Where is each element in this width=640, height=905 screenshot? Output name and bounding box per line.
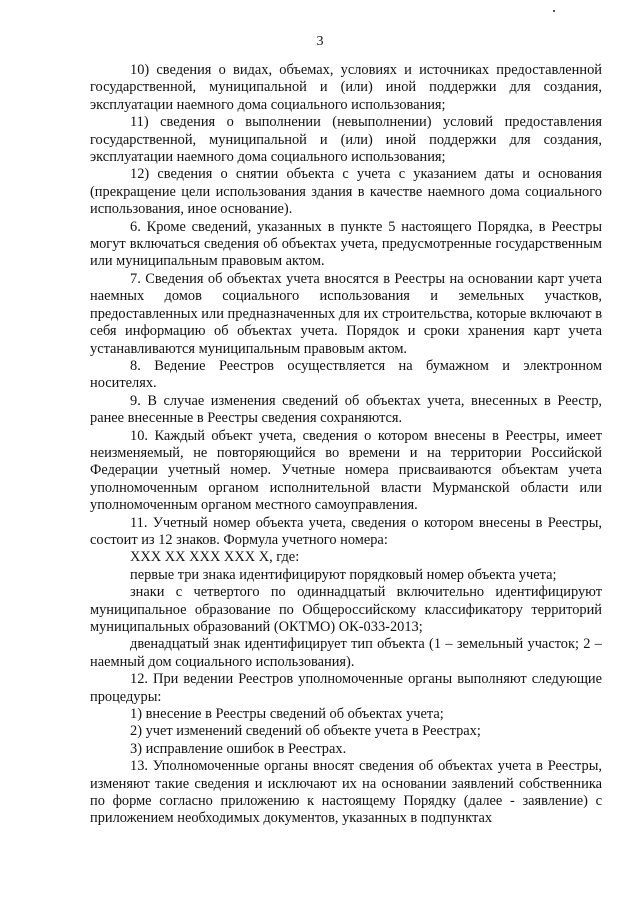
document-body: [90, 62, 602, 828]
paragraph-item-10: 10) сведения о видах, объемах, условиях и источниках предоставленной государственной, муниципальной и (или) иной поддержки для создания, эксплуатации наемного дома социального использования;: [90, 62, 602, 113]
paragraph-section-11: 11. Учетный номер объекта учета, сведения о котором внесены в Реестры, состоит из 12 знаков. Формула учетного номера:: [90, 514, 602, 548]
scan-speck: [553, 10, 555, 12]
account-number-formula: XXX XX XXX XXX X, где:: [130, 549, 300, 566]
procedure-item-3: 3) исправление ошибок в Реестрах.: [130, 740, 347, 757]
formula-explanation-last: двенадцатый знак идентифицирует тип объекта (1 – земельный участок; 2 – наемный дом социального использования).: [90, 636, 602, 670]
procedure-item-2: 2) учет изменений сведений об объекте учета в Реестрах;: [130, 723, 481, 740]
paragraph-section-10: 10. Каждый объект учета, сведения о котором внесены в Реестры, имеет неизменяемый, не повторяющийся во времени и на территории Российской Федерации учетный номер. Учетные номера присваиваются объектам учета уполномоченным органом исполнительной власти Мурманской области или уполномоченным органом местного самоуправления.: [90, 427, 602, 514]
paragraph-item-12: 12) сведения о снятии объекта с учета с указанием даты и основания (прекращение цели использования здания в качестве наемного дома социального использования, иное основание).: [90, 166, 602, 218]
page-number: 3: [316, 34, 324, 49]
paragraph-section-8: 8. Ведение Реестров осуществляется на бумажном и электронном носителях.: [90, 357, 602, 392]
paragraph-section-12: 12. При ведении Реестров уполномоченные органы выполняют следующие процедуры:: [90, 671, 602, 705]
paragraph-item-11: 11) сведения о выполнении (невыполнении) условий предоставления государственной, муниципальной и (или) иной поддержки для создания, эксплуатации наемного дома социального использования;: [90, 114, 602, 166]
paragraph-section-13: 13. Уполномоченные органы вносят сведения об объектах учета в Реестры, изменяют такие сведения и исключают их на основании заявлений собственника по форме согласно приложению к настоящему Порядку (далее - заявление) с приложением необходимых документов, указанных в подпунктах: [90, 758, 602, 827]
paragraph-section-9: 9. В случае изменения сведений об объектах учета, внесенных в Реестр, ранее внесенные в Реестры сведения сохраняются.: [90, 392, 602, 427]
paragraph-section-6: 6. Кроме сведений, указанных в пункте 5 настоящего Порядка, в Реестры могут включаться сведения об объектах учета, предусмотренные государственным или муниципальным правовым актом.: [90, 218, 602, 270]
paragraph-section-7: 7. Сведения об объектах учета вносятся в Реестры на основании карт учета наемных домов социального использования и земельных участков, предоставленных или предназначенных для их строительства, которые включают в себя информацию об объектах учета. Порядок и сроки хранения карт учета устанавливаются муниципальным правовым актом.: [90, 270, 602, 357]
formula-explanation-middle: знаки с четвертого по одиннадцатый включительно идентифицируют муниципальное образование по Общероссийскому классификатору территорий муниципальных образований (ОКТМО) ОК-033-2013;: [90, 584, 602, 635]
formula-explanation-first: первые три знака идентифицируют порядковый номер объекта учета;: [130, 566, 557, 583]
procedure-item-1: 1) внесение в Реестры сведений об объектах учета;: [130, 706, 444, 723]
